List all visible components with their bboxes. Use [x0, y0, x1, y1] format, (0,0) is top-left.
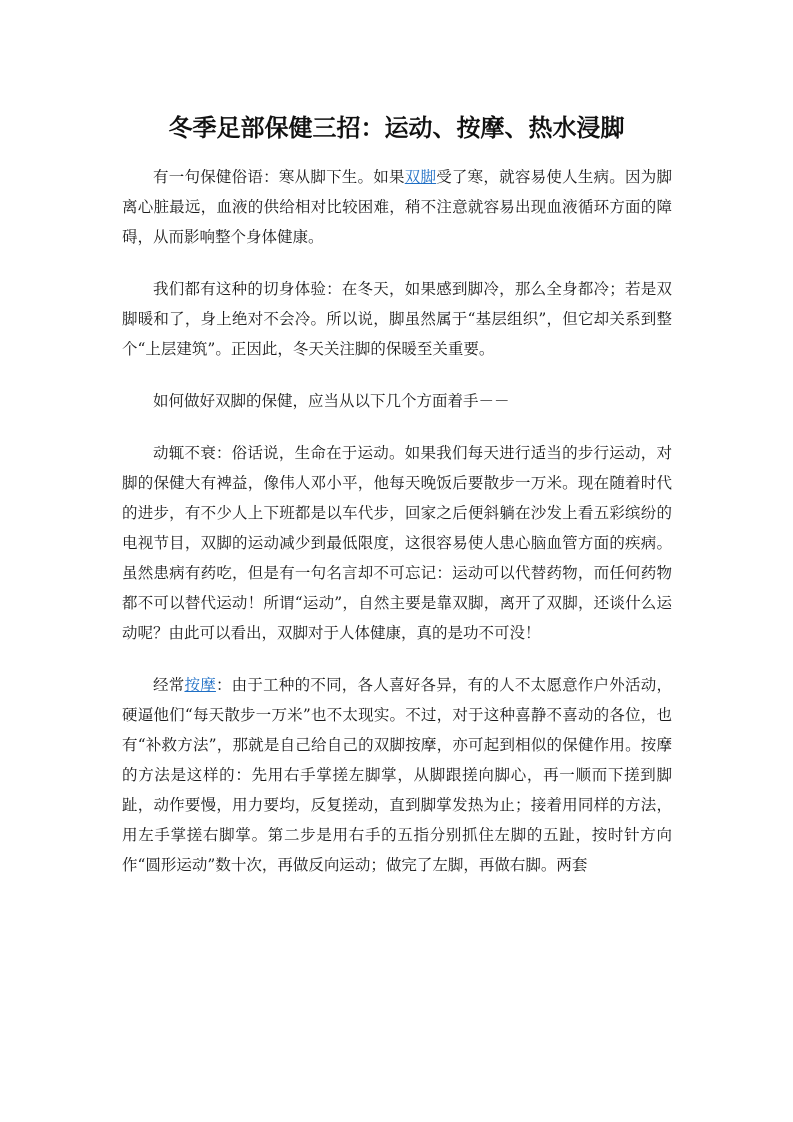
paragraph-5 — [122, 670, 672, 880]
paragraph-1 — [122, 162, 672, 252]
link-shuangjiao[interactable]: 双脚 — [404, 168, 437, 186]
paragraph-5-text-a: 经常 — [153, 676, 185, 694]
article-body — [122, 162, 672, 902]
paragraph-2: 我们都有这种的切身体验：在冬天，如果感到脚冷，那么全身都冷；若是双脚暖和了，身上绝对不会冷。所以说，脚虽然属于“基层组织”，但它却关系到整个“上层建筑”。正因此，冬天关注脚的保暖至关重要。 — [122, 280, 672, 358]
paragraph-1-text-a: 有一句保健俗语：寒从脚下生。如果 — [153, 168, 405, 186]
paragraph-5-text-b: ：由于工种的不同，各人喜好各异，有的人不太愿意作户外活动，硬逼他们“每天散步一万米”也不太现实。不过，对于这种喜静不喜动的各位，也有“补救方法”，那就是自己给自己的双脚按摩，亦可起到相似的保健作用。按摩的方法是这样的：先用右手掌搓左脚掌，从脚跟搓向脚心，再一顺而下搓到脚趾，动作要慢，用力要均，反复搓动，直到脚掌发热为止；接着用同样的方法，用左手掌搓右脚掌。第二步是用右手的五指分别抓住左脚的五趾，按时针方向作“圆形运动”数十次，再做反向运动；做完了左脚，再做右脚。两套 — [122, 676, 672, 874]
paragraph-4: 动辄不衰：俗话说，生命在于运动。如果我们每天进行适当的步行运动，对脚的保健大有裨益，像伟人邓小平，他每天晚饭后要散步一万米。现在随着时代的进步，有不少人上下班都是以车代步，回家之后便斜躺在沙发上看五彩缤纷的电视节目，双脚的运动减少到最低限度，这很容易使人患心脑血管方面的疾病。虽然患病有药吃，但是有一句名言却不可忘记：运动可以代替药物，而任何药物都不可以替代运动！所谓“运动”，自然主要是靠双脚，离开了双脚，还谈什么运动呢？由此可以看出，双脚对于人体健康，真的是功不可没！ — [122, 444, 672, 642]
paragraph-1-text-b: 受了寒，就容易使人生病。因为脚离心脏最远，血液的供给相对比较困难，稍不注意就容易出现血液循环方面的障碍，从而影响整个身体健康。 — [122, 168, 672, 246]
link-anmo[interactable]: 按摩 — [184, 676, 216, 694]
paragraph-3: 如何做好双脚的保健，应当从以下几个方面着手－－ — [153, 392, 510, 410]
document-title: 冬季足部保健三招：运动、按摩、热水浸脚 — [168, 114, 625, 142]
